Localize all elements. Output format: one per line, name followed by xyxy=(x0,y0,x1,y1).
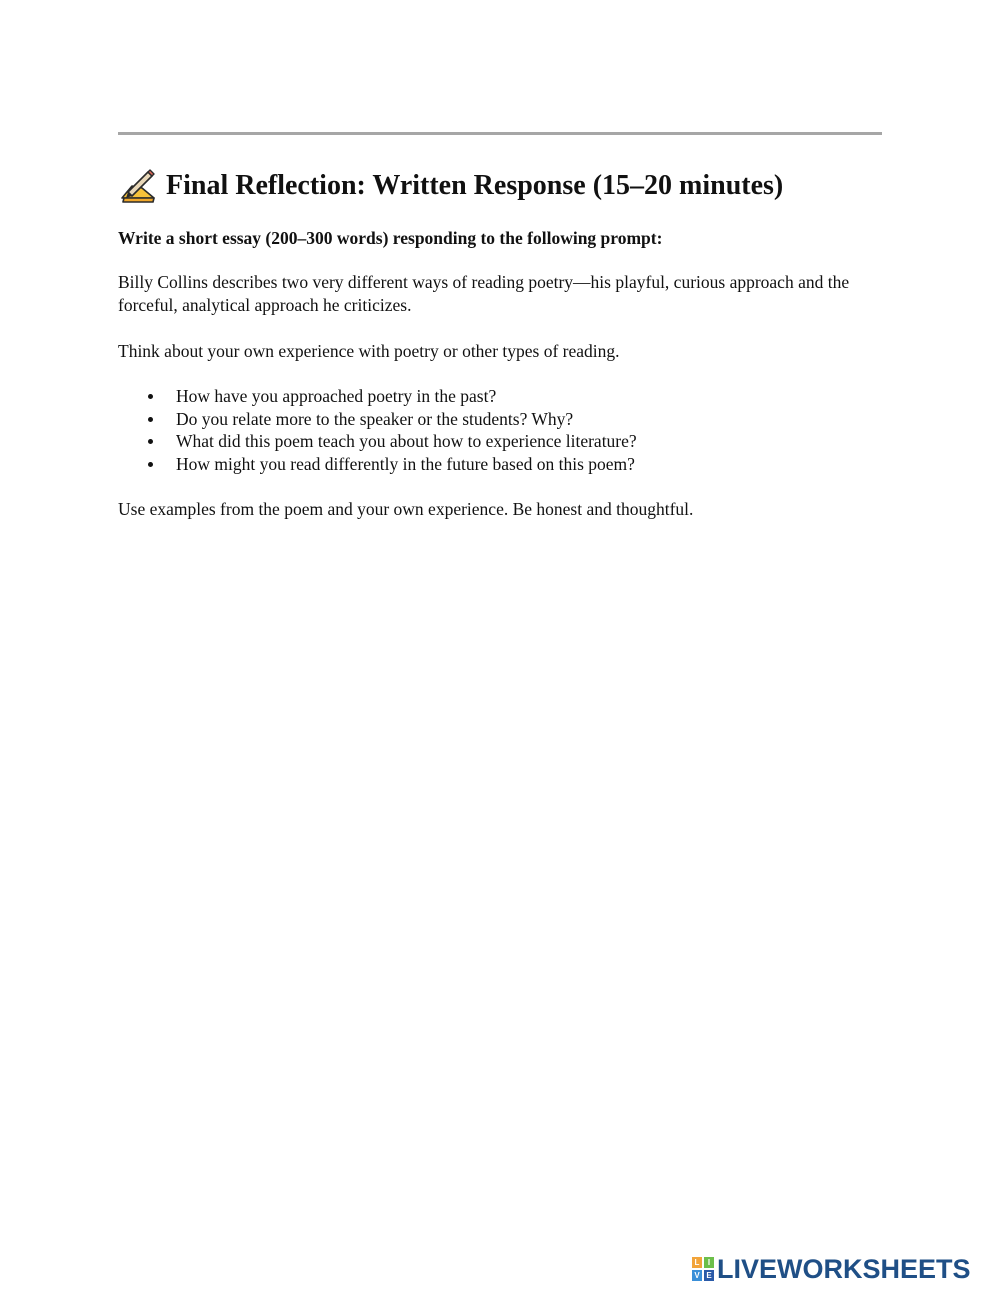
list-item-text: How might you read differently in the future based on this poem? xyxy=(176,453,635,474)
intro-paragraph: Billy Collins describes two very different ways of reading poetry—his playful, curious approach and the forceful, analytical approach he criticizes. xyxy=(118,272,850,315)
list-item-text: How have you approached poetry in the past? xyxy=(176,386,497,406)
bullet-icon xyxy=(148,462,153,467)
bullet-icon xyxy=(148,439,153,444)
logo-mark-letter: I xyxy=(704,1257,714,1268)
writing-hand-icon xyxy=(118,168,158,204)
logo-mark-letter: E xyxy=(704,1270,714,1281)
liveworksheets-logo xyxy=(692,1254,971,1284)
page-title: Final Reflection: Written Response (15–20 minutes) xyxy=(166,170,784,201)
list-item-text: Do you relate more to the speaker or the students? Why? xyxy=(176,408,574,429)
logo-mark-icon xyxy=(692,1257,714,1281)
logo-mark-letter: L xyxy=(692,1257,702,1268)
logo-text: LIVEWORKSHEETS xyxy=(717,1254,971,1284)
logo-mark-letter: V xyxy=(692,1270,702,1281)
list-item xyxy=(118,408,637,431)
question-list xyxy=(118,385,637,475)
list-item xyxy=(118,430,637,453)
reflection-paragraph: Think about your own experience with poetry or other types of reading. xyxy=(118,341,620,361)
list-item-text: What did this poem teach you about how to experience literature? xyxy=(176,431,637,451)
horizontal-rule xyxy=(118,132,882,135)
instruction-text: Write a short essay (200–300 words) responding to the following prompt: xyxy=(118,228,663,248)
list-item xyxy=(118,453,637,476)
bullet-icon xyxy=(148,394,153,399)
heading-row xyxy=(118,168,783,204)
list-item xyxy=(118,385,637,408)
bullet-icon xyxy=(148,417,153,422)
closing-paragraph: Use examples from the poem and your own experience. Be honest and thoughtful. xyxy=(118,499,694,519)
